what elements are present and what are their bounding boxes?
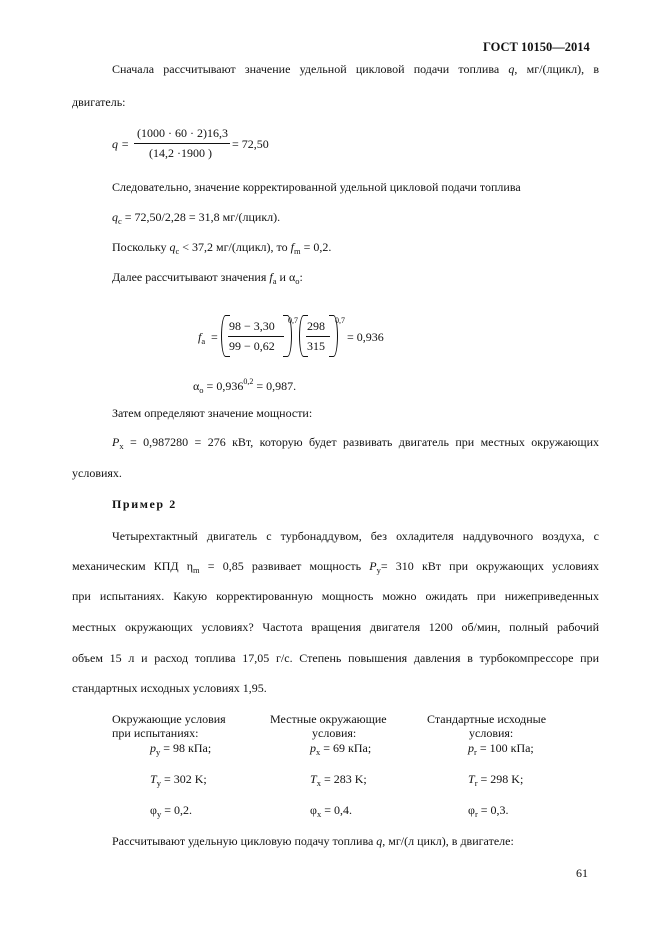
var-T: T [468, 772, 475, 786]
var-q: q [376, 834, 383, 848]
col2-humidity [310, 803, 352, 821]
text: = 0,2. [300, 240, 332, 254]
text: = 0,936 [203, 379, 244, 393]
col1-humidity [150, 803, 192, 821]
var-p: p [468, 741, 474, 755]
eq1-lhs-text: q = [112, 137, 130, 151]
eq1-rhs: = 72,50 [232, 137, 269, 151]
eq2-equals: = [211, 330, 218, 344]
var-phi: φ [468, 803, 475, 817]
var-q: q [112, 210, 118, 224]
value: = 283 K; [320, 772, 367, 786]
var-alpha: α [193, 379, 200, 393]
col2-heading-2: условия: [312, 726, 357, 740]
col1-pressure [150, 741, 211, 759]
subscript: m [193, 565, 200, 575]
var-phi: φ [150, 803, 157, 817]
paragraph-calc-fa-alpha [112, 270, 303, 288]
text: и α [276, 270, 296, 284]
subscript: r [474, 747, 477, 757]
subscript: o [295, 276, 300, 286]
subscript: o [199, 385, 204, 395]
subscript: m [293, 246, 301, 256]
text: Сначала рассчитывают значение удельной цикловой подачи топлива [112, 62, 509, 76]
subscript: c [118, 216, 122, 226]
example-line6: стандартных исходных условиях 1,95. [72, 681, 267, 695]
col3-temperature [468, 772, 523, 790]
var-T: T [310, 772, 317, 786]
subscript: a [272, 276, 277, 286]
col2-heading-1: Местные окружающие [270, 712, 387, 726]
value: = 0,2. [161, 803, 192, 817]
text: = 0,85 развивает мощность [199, 559, 370, 573]
col1-heading-2: при испытаниях: [112, 726, 199, 740]
example-line1: Четырехтактный двигатель с турбонаддувом, без охладителя наддувочного воздуха, с [112, 529, 599, 543]
var-f: f [269, 270, 273, 284]
var-q: q [169, 240, 176, 254]
value: = 69 кПа; [320, 741, 372, 755]
paragraph-power-result-line2: условиях. [72, 466, 122, 480]
subscript: y [156, 809, 162, 819]
var-P: P [112, 435, 120, 449]
col1-temperature [150, 772, 207, 790]
eq2-exponent-1: 0,7 [288, 316, 298, 325]
subscript: y [156, 747, 161, 757]
subscript: y [376, 565, 381, 575]
text: : [299, 270, 303, 284]
subscript: x [316, 778, 321, 788]
text: = 0,987280 = 276 кВт, которую будет развивать двигатель при местных окружающих [123, 435, 599, 449]
text: Далее рассчитывают значения [112, 270, 270, 284]
paragraph-fm-value [112, 240, 331, 258]
value: = 298 K; [477, 772, 524, 786]
value: = 0,4. [321, 803, 352, 817]
subscript: r [474, 778, 478, 788]
text: = 72,50/2,28 = 31,8 мг/(лцикл). [121, 210, 281, 224]
paragraph-intro-line1 [112, 62, 599, 76]
col1-heading-1: Окружающие условия [112, 712, 226, 726]
eq2-numerator-1: 98 − 3,30 [229, 319, 275, 333]
eq2-denominator-2: 315 [307, 339, 325, 353]
paragraph-power-result-line1 [112, 435, 599, 453]
example-title: Пример 2 [112, 497, 177, 511]
var-P: P [369, 559, 377, 573]
var-q: q [508, 62, 515, 76]
paragraph-intro-line2: двигатель: [72, 95, 126, 109]
paragraph-determine-power: Затем определяют значение мощности: [112, 406, 313, 420]
eq2-denominator-1: 99 − 0,62 [229, 339, 275, 353]
subscript: c [175, 246, 180, 256]
eq2-exponent-2: 0,7 [335, 316, 345, 325]
value: = 98 кПа; [160, 741, 212, 755]
example-line5: объем 15 л и расход топлива 17,05 г/с. Степень повышения давления в турбокомпрессоре при [72, 651, 599, 665]
text: механическим КПД η [72, 559, 194, 573]
col2-pressure [310, 741, 371, 759]
example-line2 [72, 559, 599, 577]
subscript: x [316, 809, 322, 819]
var-f: f [198, 330, 202, 344]
col3-heading-2: условия: [469, 726, 514, 740]
var-phi: φ [310, 803, 317, 817]
var-T: T [150, 772, 157, 786]
text: , мг/(лцикл), в [514, 62, 599, 76]
paragraph-qc-value [112, 210, 280, 228]
superscript: 0,2 [243, 377, 254, 386]
eq1-numerator: (1000 · 60 · 2)16,3 [137, 126, 228, 140]
text: < 37,2 мг/(лцикл), то [179, 240, 291, 254]
text: = 310 кВт при окружающих условиях [380, 559, 599, 573]
eq2-rhs: = 0,936 [347, 330, 384, 344]
text: = 0,987. [253, 379, 297, 393]
paragraph-corrected-value: Следовательно, значение корректированной удельной цикловой подачи топлива [112, 180, 521, 194]
var-p: p [310, 741, 316, 755]
paragraph-calc-q-engine [112, 834, 514, 848]
text: Рассчитывают удельную цикловую подачу топлива [112, 834, 377, 848]
text: Поскольку [112, 240, 170, 254]
value: = 302 K; [160, 772, 207, 786]
var-p: p [150, 741, 156, 755]
subscript: y [156, 778, 161, 788]
page-number: 61 [576, 866, 588, 880]
value: = 100 кПа; [476, 741, 534, 755]
eq2-fraction-bar-2 [306, 336, 330, 337]
equation-alpha [193, 375, 296, 397]
example-line4: местных окружающих условиях? Частота вращения двигателя 1200 об/мин, полный рабочий [72, 620, 599, 634]
eq1-denominator: (14,2 ·1900 ) [149, 146, 212, 160]
eq1-lhs [112, 137, 129, 151]
subscript: x [119, 441, 124, 451]
col3-humidity [468, 803, 509, 821]
document-standard-number: ГОСТ 10150—2014 [483, 40, 590, 54]
eq2-lhs [198, 330, 205, 348]
eq1-fraction-bar [134, 143, 230, 144]
value: = 0,3. [477, 803, 509, 817]
subscript: a [201, 336, 206, 346]
example-line3: при испытаниях. Какую корректированную мощность можно ожидать при нижеприведенных [72, 589, 599, 603]
subscript: x [316, 747, 321, 757]
col3-pressure [468, 741, 534, 759]
subscript: r [474, 809, 478, 819]
col3-heading-1: Стандартные исходные [427, 712, 547, 726]
eq2-fraction-bar-1 [228, 336, 284, 337]
text: , мг/(л цикл), в двигателе: [382, 834, 514, 848]
eq2-numerator-2: 298 [307, 319, 325, 333]
var-f: f [290, 240, 294, 254]
col2-temperature [310, 772, 367, 790]
